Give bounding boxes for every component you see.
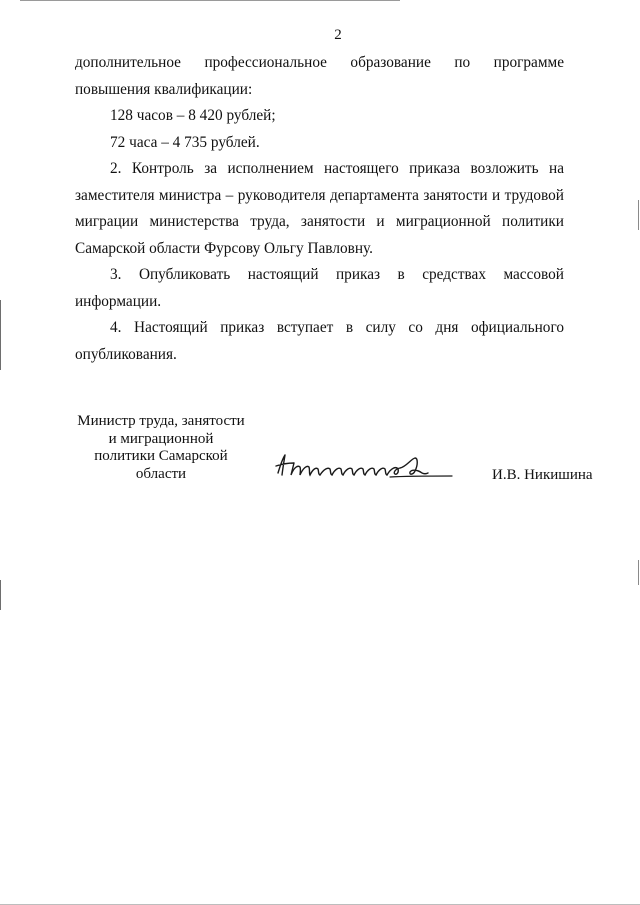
handwritten-signature: [272, 451, 457, 481]
scan-edge-left: [0, 580, 1, 610]
signatory-name: И.В. Никишина: [492, 467, 593, 483]
signatory-title-line: Министр труда, занятости: [77, 413, 245, 429]
scan-edge-right: [638, 560, 639, 585]
signatory-title: [76, 413, 246, 483]
scan-edge-top: [20, 0, 400, 1]
scan-edge-left: [0, 300, 1, 370]
signatory-title-line: области: [135, 465, 187, 482]
paragraph-price-72-hours: 72 часа – 4 735 рублей.: [110, 133, 260, 151]
page-number: 2: [334, 27, 342, 43]
paragraph-publish-clause: 3. Опубликовать настоящий приказ в средствах массовой информации.: [75, 266, 564, 310]
signature-block: [0, 413, 640, 493]
signatory-title-line: и миграционной: [108, 430, 214, 447]
paragraph-effective-clause: 4. Настоящий приказ вступает в силу со дня официального опубликования.: [75, 319, 564, 363]
paragraph-education-program: дополнительное профессиональное образование по программе повышения квалификации:: [75, 54, 564, 98]
scan-edge-right: [638, 200, 639, 230]
paragraph-price-128-hours: 128 часов – 8 420 рублей;: [110, 107, 276, 124]
document-body: [75, 50, 564, 368]
signatory-title-line: политики Самарской: [94, 448, 228, 464]
paragraph-control-clause: 2. Контроль за исполнением настоящего приказа возложить на заместителя министра – руководителя департамента занятости и трудовой миграции министерства труда, занятости и миграционной политики Самарской области Фурсову Ольгу Павловну.: [75, 160, 564, 257]
